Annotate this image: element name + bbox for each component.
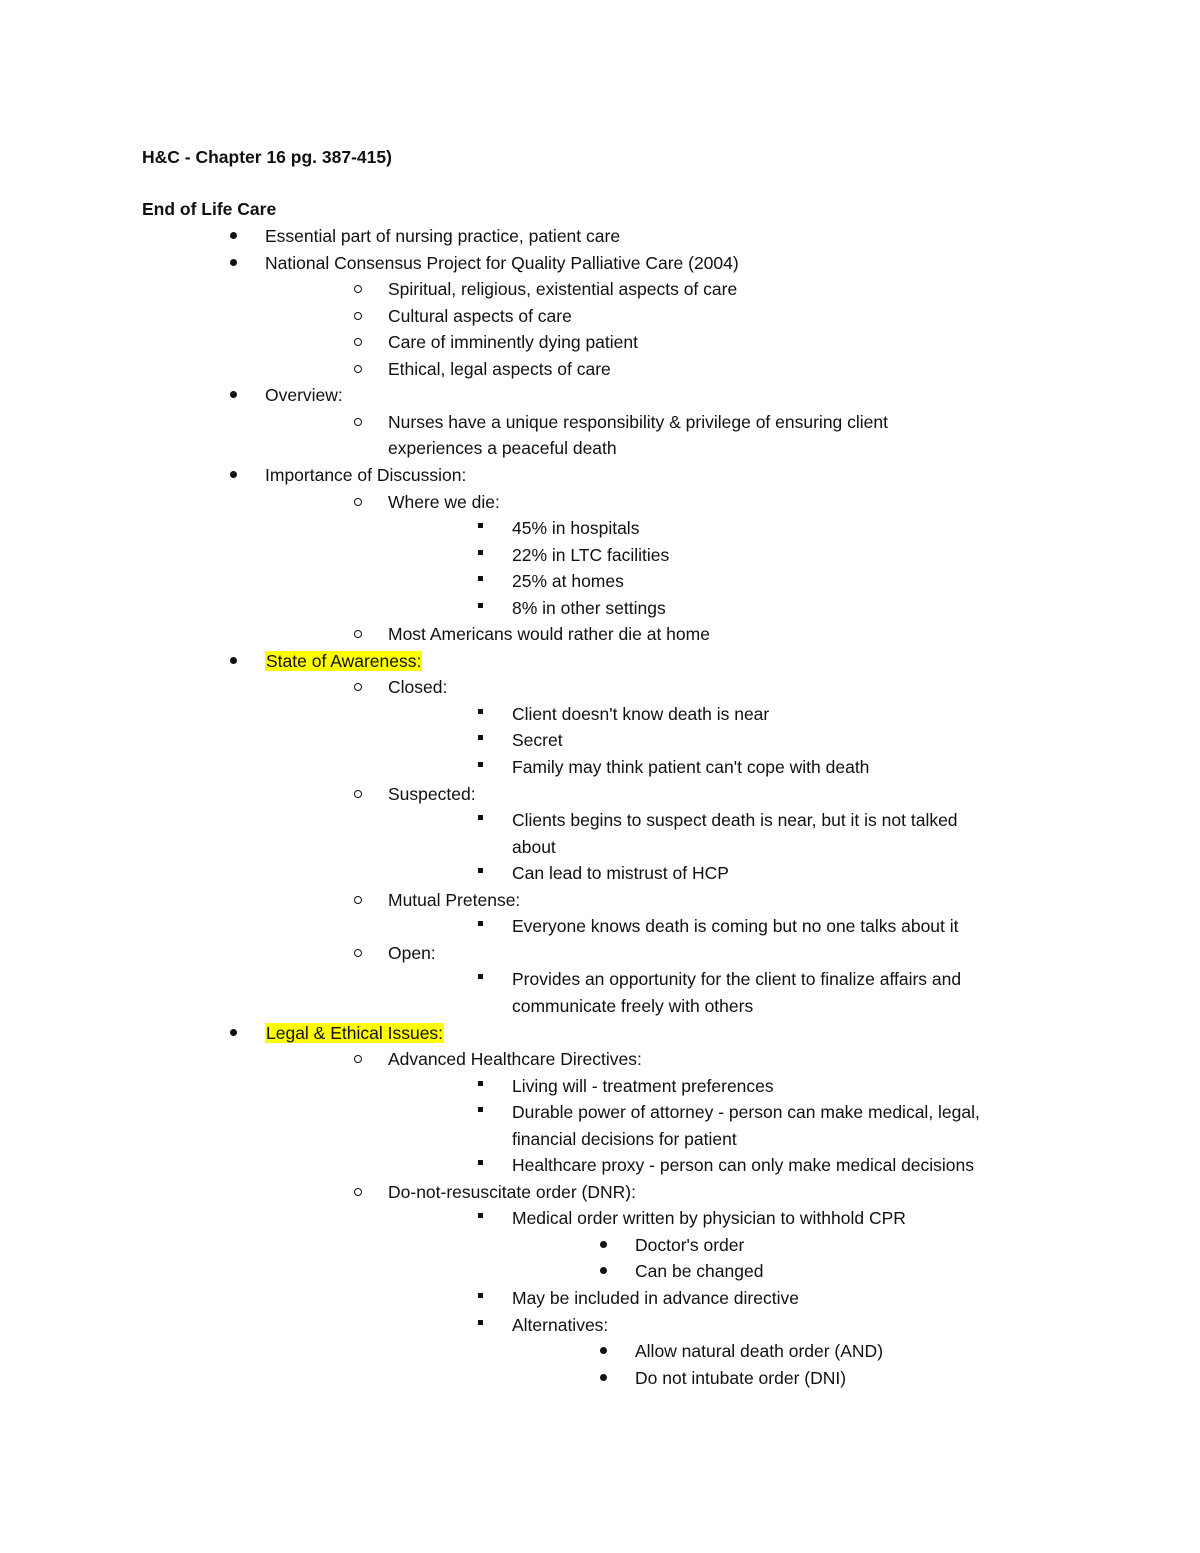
square-bullet-icon <box>478 1107 483 1112</box>
item-text: Closed: <box>388 677 448 697</box>
bullet-icon <box>600 1347 607 1354</box>
item-text: Medical order written by physician to withhold CPR <box>512 1208 906 1228</box>
item-text: 8% in other settings <box>512 598 666 618</box>
outline-item-level-2 <box>388 305 572 327</box>
outline-item-level-3 <box>512 809 958 831</box>
hollow-bullet-icon <box>354 418 362 426</box>
item-text: Advanced Healthcare Directives: <box>388 1049 642 1069</box>
item-text: Secret <box>512 730 563 750</box>
square-bullet-icon <box>478 550 483 555</box>
outline-item-level-3 <box>512 915 959 937</box>
outline-item-level-3 <box>512 995 753 1017</box>
outline-item-level-3 <box>512 862 729 884</box>
section-title: End of Life Care <box>142 199 277 219</box>
item-text: Can lead to mistrust of HCP <box>512 863 729 883</box>
item-text: communicate freely with others <box>512 996 754 1016</box>
square-bullet-icon <box>478 523 483 528</box>
outline-item-level-4 <box>635 1234 744 1256</box>
outline-item-level-3 <box>512 836 556 858</box>
bullet-icon <box>230 657 237 664</box>
item-text: Durable power of attorney - person can make medical, legal, <box>512 1102 980 1122</box>
bullet-icon <box>230 471 237 478</box>
hollow-bullet-icon <box>354 1055 362 1063</box>
square-bullet-icon <box>478 1081 483 1086</box>
square-bullet-icon <box>478 1160 483 1165</box>
item-text: 22% in LTC facilities <box>512 545 670 565</box>
hollow-bullet-icon <box>354 285 362 293</box>
bullet-icon <box>600 1267 607 1274</box>
outline-item-level-3 <box>512 756 869 778</box>
item-text: financial decisions for patient <box>512 1129 737 1149</box>
outline-item-level-3 <box>512 968 961 990</box>
bullet-icon <box>230 1029 237 1036</box>
square-bullet-icon <box>478 1293 483 1298</box>
square-bullet-icon <box>478 735 483 740</box>
outline-item-level-3 <box>512 544 669 566</box>
outline-item-level-3 <box>512 1154 974 1176</box>
item-text: May be included in advance directive <box>512 1288 799 1308</box>
square-bullet-icon <box>478 868 483 873</box>
outline-item-level-4 <box>635 1367 846 1389</box>
square-bullet-icon <box>478 1213 483 1218</box>
document-heading: H&C - Chapter 16 pg. 387-415) <box>142 147 392 167</box>
hollow-bullet-icon <box>354 683 362 691</box>
hollow-bullet-icon <box>354 338 362 346</box>
hollow-bullet-icon <box>354 949 362 957</box>
bullet-icon <box>230 259 237 266</box>
outline-item-level-4 <box>635 1260 763 1282</box>
bullet-icon <box>600 1374 607 1381</box>
square-bullet-icon <box>478 974 483 979</box>
item-text: Most Americans would rather die at home <box>388 624 710 644</box>
hollow-bullet-icon <box>354 498 362 506</box>
item-text: Essential part of nursing practice, patient care <box>265 226 621 246</box>
item-text: 25% at homes <box>512 571 624 591</box>
item-text: Nurses have a unique responsibility & privilege of ensuring client <box>388 412 888 432</box>
item-text: Mutual Pretense: <box>388 890 521 910</box>
square-bullet-icon <box>478 603 483 608</box>
item-text: Family may think patient can't cope with death <box>512 757 870 777</box>
highlighted-text: State of Awareness: <box>266 651 422 671</box>
item-text: 45% in hospitals <box>512 518 640 538</box>
item-text: Provides an opportunity for the client to finalize affairs and <box>512 969 962 989</box>
outline-item-level-1 <box>265 464 466 486</box>
bullet-icon <box>600 1241 607 1248</box>
outline-item-level-3 <box>512 703 769 725</box>
square-bullet-icon <box>478 576 483 581</box>
hollow-bullet-icon <box>354 1188 362 1196</box>
item-text: Client doesn't know death is near <box>512 704 770 724</box>
outline-item-level-3 <box>512 1101 980 1123</box>
outline-item-level-2 <box>388 437 617 459</box>
item-text: Can be changed <box>635 1261 764 1281</box>
outline-item-level-2 <box>388 331 638 353</box>
outline-item-level-2 <box>388 278 737 300</box>
item-text: Allow natural death order (AND) <box>635 1341 884 1361</box>
hollow-bullet-icon <box>354 896 362 904</box>
item-text: about <box>512 837 556 857</box>
item-text: Do-not-resuscitate order (DNR): <box>388 1182 636 1202</box>
item-text: Do not intubate order (DNI) <box>635 1368 847 1388</box>
outline-item-level-3 <box>512 1075 774 1097</box>
outline-item-level-1 <box>265 384 343 406</box>
hollow-bullet-icon <box>354 630 362 638</box>
item-text: National Consensus Project for Quality Palliative Care (2004) <box>265 253 739 273</box>
item-text: Where we die: <box>388 492 500 512</box>
bullet-icon <box>230 391 237 398</box>
outline-item-level-3 <box>512 1314 608 1336</box>
item-text: Doctor's order <box>635 1235 745 1255</box>
item-text: Clients begins to suspect death is near, but it is not talked <box>512 810 958 830</box>
outline-item-level-2 <box>388 623 710 645</box>
outline-item-level-2 <box>388 676 447 698</box>
outline-item-level-1 <box>265 252 739 274</box>
outline-item-level-2 <box>388 1048 642 1070</box>
square-bullet-icon <box>478 709 483 714</box>
outline-item-level-1 <box>265 1022 444 1044</box>
outline-item-level-2 <box>388 889 520 911</box>
square-bullet-icon <box>478 815 483 820</box>
hollow-bullet-icon <box>354 312 362 320</box>
outline-item-level-1 <box>265 225 620 247</box>
square-bullet-icon <box>478 1320 483 1325</box>
item-text: Open: <box>388 943 436 963</box>
item-text: Suspected: <box>388 784 476 804</box>
outline-item-level-3 <box>512 1207 906 1229</box>
item-text: Healthcare proxy - person can only make medical decisions <box>512 1155 975 1175</box>
outline-item-level-3 <box>512 597 666 619</box>
item-text: Ethical, legal aspects of care <box>388 359 611 379</box>
bullet-icon <box>230 232 237 239</box>
outline-item-level-3 <box>512 729 563 751</box>
outline-item-level-2 <box>388 783 476 805</box>
item-text: experiences a peaceful death <box>388 438 617 458</box>
outline-item-level-2 <box>388 491 500 513</box>
outline-item-level-3 <box>512 1287 799 1309</box>
outline-item-level-3 <box>512 1128 737 1150</box>
hollow-bullet-icon <box>354 790 362 798</box>
hollow-bullet-icon <box>354 365 362 373</box>
outline-item-level-3 <box>512 570 624 592</box>
item-text: Alternatives: <box>512 1315 609 1335</box>
square-bullet-icon <box>478 921 483 926</box>
item-text: Living will - treatment preferences <box>512 1076 774 1096</box>
outline-item-level-4 <box>635 1340 883 1362</box>
outline-item-level-3 <box>512 517 639 539</box>
highlighted-text: Legal & Ethical Issues: <box>266 1023 444 1043</box>
outline-item-level-2 <box>388 358 611 380</box>
item-text: Cultural aspects of care <box>388 306 572 326</box>
item-text: Spiritual, religious, existential aspects of care <box>388 279 738 299</box>
square-bullet-icon <box>478 762 483 767</box>
item-text: Everyone knows death is coming but no one talks about it <box>512 916 959 936</box>
item-text: Care of imminently dying patient <box>388 332 638 352</box>
outline-item-level-2 <box>388 942 436 964</box>
item-text: Overview: <box>265 385 343 405</box>
outline-item-level-1 <box>265 650 422 672</box>
outline-item-level-2 <box>388 1181 636 1203</box>
outline-item-level-2 <box>388 411 888 433</box>
item-text: Importance of Discussion: <box>265 465 467 485</box>
